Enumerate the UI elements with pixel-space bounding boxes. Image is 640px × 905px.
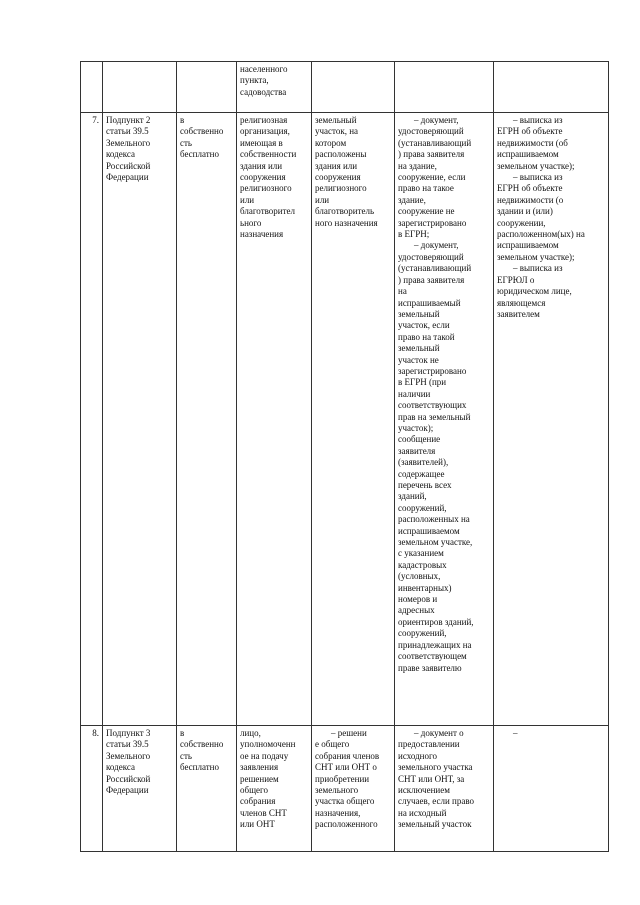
applicant-category-cell xyxy=(237,113,312,726)
cell-text-line: Российской xyxy=(106,773,151,784)
applicant-category-cell xyxy=(237,726,312,852)
cell-text-line: право на такое xyxy=(398,183,454,194)
cell-text-line: Подпункт 2 xyxy=(106,115,151,125)
cell-text-line: земельном участке); xyxy=(497,160,575,171)
cell-text-line: благотворител xyxy=(240,206,296,217)
cell-text-line: сооружение, если xyxy=(398,172,466,183)
cell-text-line: СНТ или ОНТ о xyxy=(315,762,377,773)
legal-basis-cell xyxy=(103,726,177,852)
cell-text-line: садоводства xyxy=(240,86,287,97)
cell-text-line: сть xyxy=(180,137,193,148)
cell-text-line: земельный xyxy=(398,308,440,319)
cell-text-line: сооружении, xyxy=(497,217,546,228)
cell-text-line: заявителя xyxy=(398,445,436,456)
cell-text-line: предоставлении xyxy=(398,739,460,750)
cell-text-line: благотворитель xyxy=(315,206,375,217)
cell-text-line: зарегистрировано xyxy=(398,365,467,376)
cell-text-line: с указанием xyxy=(398,548,444,559)
cell-text-line: лицо, xyxy=(240,728,261,738)
cell-text-line: религиозного xyxy=(315,183,367,194)
cell-text-line: испрашиваемый xyxy=(398,297,461,308)
requested-documents-cell xyxy=(494,62,609,113)
cell-text-line: кадастровых xyxy=(398,559,447,570)
land-provision-table xyxy=(80,61,609,852)
cell-text-line: бесплатно xyxy=(180,149,219,160)
cell-text-line: собственно xyxy=(180,126,224,137)
provision-type-cell xyxy=(177,62,237,113)
cell-text-line: сооружение не xyxy=(398,206,455,217)
cell-text-line: ое на подачу xyxy=(240,750,289,761)
cell-text-line: недвижимости (об xyxy=(497,137,568,148)
cell-text-line: наличии xyxy=(398,388,431,399)
cell-text-line: СНТ или ОНТ, за xyxy=(398,773,465,784)
cell-text-line: на xyxy=(398,286,407,297)
cell-text-line: – выписка из xyxy=(513,263,563,274)
cell-text-line: (условных, xyxy=(398,571,441,582)
cell-text-line: бесплатно xyxy=(180,762,219,773)
cell-text-line: – документ о xyxy=(414,728,464,738)
cell-text-line: – решени xyxy=(331,728,367,738)
cell-text-line: сооружения xyxy=(240,172,286,183)
cell-text-line: ) права заявителя xyxy=(398,149,465,160)
cell-text-line: Земельного xyxy=(106,137,151,148)
cell-text-line: участок не xyxy=(398,354,439,365)
cell-text-line: номеров и xyxy=(398,594,438,605)
cell-text-line: расположенного xyxy=(315,819,378,830)
cell-text-line: исходного xyxy=(398,750,437,761)
cell-text-line: перечень всех xyxy=(398,480,452,490)
cell-text-line: участка общего xyxy=(315,796,375,807)
cell-text-line: ЕГРН об объекте xyxy=(497,183,563,194)
cell-text-line: пункта, xyxy=(240,75,269,86)
cell-text-line: собрания членов xyxy=(315,750,380,761)
cell-text-line: земельный xyxy=(315,115,357,125)
cell-text-line: здания или xyxy=(240,160,283,171)
cell-text-line: содержащее xyxy=(398,468,445,479)
applicant-documents-cell xyxy=(395,726,494,852)
requested-documents-cell xyxy=(494,726,609,852)
cell-text-line: имеющая в xyxy=(240,137,283,148)
cell-text-line: Российской xyxy=(106,160,151,171)
cell-text-line: случаев, если право xyxy=(398,796,475,807)
cell-text-line: инвентарных) xyxy=(398,582,452,593)
cell-text-line: расположены xyxy=(315,149,367,160)
cell-text-line: статьи 39.5 xyxy=(106,739,149,750)
cell-text-line: сооружения xyxy=(315,172,361,183)
cell-text-line: сооружений, xyxy=(398,628,447,639)
cell-text-line: принадлежащих на xyxy=(398,639,472,650)
cell-text-line: земельный участок xyxy=(398,819,472,830)
cell-text-line: здания или xyxy=(315,160,358,171)
cell-text-line: юридическом лице, xyxy=(497,286,572,297)
cell-text-line: – документ, xyxy=(414,240,459,251)
cell-text-line: (устанавливающий xyxy=(398,263,472,274)
cell-text-line: удостоверяющий xyxy=(398,126,464,137)
cell-text-line: или ОНТ xyxy=(240,819,275,830)
cell-text-line: сооружений, xyxy=(398,502,447,513)
cell-text-line: кодекса xyxy=(106,762,135,773)
cell-text-line: Федерации xyxy=(106,785,149,796)
cell-text-line: испрашиваемом xyxy=(398,525,460,536)
cell-text-line: статьи 39.5 xyxy=(106,126,149,137)
table-row xyxy=(81,113,609,726)
cell-text-line: кодекса xyxy=(106,149,135,160)
provision-type-cell xyxy=(177,726,237,852)
cell-text-line: или xyxy=(315,194,330,205)
cell-text-line: адресных xyxy=(398,605,435,616)
applicant-category-cell xyxy=(237,62,312,113)
legal-basis-cell xyxy=(103,113,177,726)
land-plot-cell xyxy=(312,113,395,726)
row-number xyxy=(81,62,103,113)
cell-text-line: земельный xyxy=(398,343,440,354)
cell-text-line: назначения xyxy=(240,229,284,240)
cell-text-line: испрашиваемом xyxy=(497,240,559,251)
cell-text-line: уполномоченн xyxy=(240,739,296,750)
cell-text-line: решением xyxy=(240,773,279,784)
cell-text-line: являющемся xyxy=(497,297,546,308)
applicant-documents-cell xyxy=(395,62,494,113)
cell-text-line: (заявителей), xyxy=(398,457,449,468)
cell-text-line: религиозного xyxy=(240,183,292,194)
cell-text-line: приобретении xyxy=(315,773,370,784)
cell-text-line: ) права заявителя xyxy=(398,274,465,285)
cell-text-line: – выписка из xyxy=(513,172,563,183)
cell-text-line: недвижимости (о xyxy=(497,194,564,205)
cell-text-line: удостоверяющий xyxy=(398,251,464,262)
cell-text-line: Федерации xyxy=(106,172,149,183)
cell-text-line: сообщение xyxy=(398,434,441,445)
table-row xyxy=(81,726,609,852)
legal-basis-cell xyxy=(103,62,177,113)
cell-text-line: на исходный xyxy=(398,807,447,818)
row-number: 7. xyxy=(81,113,103,726)
cell-text-line: земельного участка xyxy=(398,762,473,773)
applicant-documents-cell xyxy=(395,113,494,726)
requested-documents-cell xyxy=(494,113,609,726)
cell-text-line: общего xyxy=(240,785,268,796)
cell-text-line: собрания xyxy=(240,796,276,807)
cell-text-line: зарегистрировано xyxy=(398,217,467,228)
cell-text-line: испрашиваемом xyxy=(497,149,559,160)
cell-text-line: е общего xyxy=(315,739,350,750)
cell-text-line: (устанавливающий xyxy=(398,137,472,148)
cell-text-line: здание, xyxy=(398,194,426,205)
provision-type-cell xyxy=(177,113,237,726)
cell-text-line: право на такой xyxy=(398,331,455,342)
cell-text-line: – xyxy=(513,728,518,738)
cell-text-line: праве заявителю xyxy=(398,662,462,673)
cell-text-line: здании и (или) xyxy=(497,206,553,217)
cell-text-line: заявления xyxy=(240,762,279,773)
cell-text-line: населенного xyxy=(240,64,288,74)
cell-text-line: ного назначения xyxy=(315,217,378,228)
cell-text-line: сть xyxy=(180,750,193,761)
cell-text-line: зданий, xyxy=(398,491,427,502)
cell-text-line: собственно xyxy=(180,739,224,750)
cell-text-line: ьного xyxy=(240,217,262,228)
cell-text-line: участок, на xyxy=(315,126,359,137)
cell-text-line: членов СНТ xyxy=(240,807,287,818)
cell-text-line: участок); xyxy=(398,422,434,433)
cell-text-line: ЕГРН об объекте xyxy=(497,126,563,137)
cell-text-line: заявителем xyxy=(497,308,540,319)
cell-text-line: в ЕГРН; xyxy=(398,229,430,240)
cell-text-line: земельном участке, xyxy=(398,537,473,548)
cell-text-line: в xyxy=(180,728,185,738)
cell-text-line: или xyxy=(240,194,255,205)
cell-text-line: на здание, xyxy=(398,160,437,171)
cell-text-line: ЕГРЮЛ о xyxy=(497,274,535,285)
cell-text-line: прав на земельный xyxy=(398,411,471,422)
cell-text-line: Земельного xyxy=(106,750,151,761)
cell-text-line: земельного xyxy=(315,785,359,796)
cell-text-line: участок, если xyxy=(398,320,450,331)
cell-text-line: соответствующем xyxy=(398,651,467,662)
cell-text-line: земельном участке); xyxy=(497,251,575,262)
cell-text-line: – выписка из xyxy=(513,115,563,125)
cell-text-line: расположенном(ых) на xyxy=(497,229,585,240)
cell-text-line: назначения, xyxy=(315,807,361,818)
cell-text-line: котором xyxy=(315,137,347,148)
cell-text-line: собственности xyxy=(240,149,297,160)
land-plot-cell xyxy=(312,62,395,113)
cell-text-line: исключением xyxy=(398,785,450,796)
cell-text-line: в ЕГРН (при xyxy=(398,377,447,388)
table-row xyxy=(81,62,609,113)
cell-text-line: Подпункт 3 xyxy=(106,728,151,738)
land-plot-cell xyxy=(312,726,395,852)
cell-text-line: религиозная xyxy=(240,115,288,125)
cell-text-line: соответствующих xyxy=(398,400,467,411)
cell-text-line: ориентиров зданий, xyxy=(398,616,474,627)
cell-text-line: в xyxy=(180,115,185,125)
cell-text-line: расположенных на xyxy=(398,514,470,525)
row-number: 8. xyxy=(81,726,103,852)
cell-text-line: организация, xyxy=(240,126,290,137)
cell-text-line: – документ, xyxy=(414,115,459,125)
